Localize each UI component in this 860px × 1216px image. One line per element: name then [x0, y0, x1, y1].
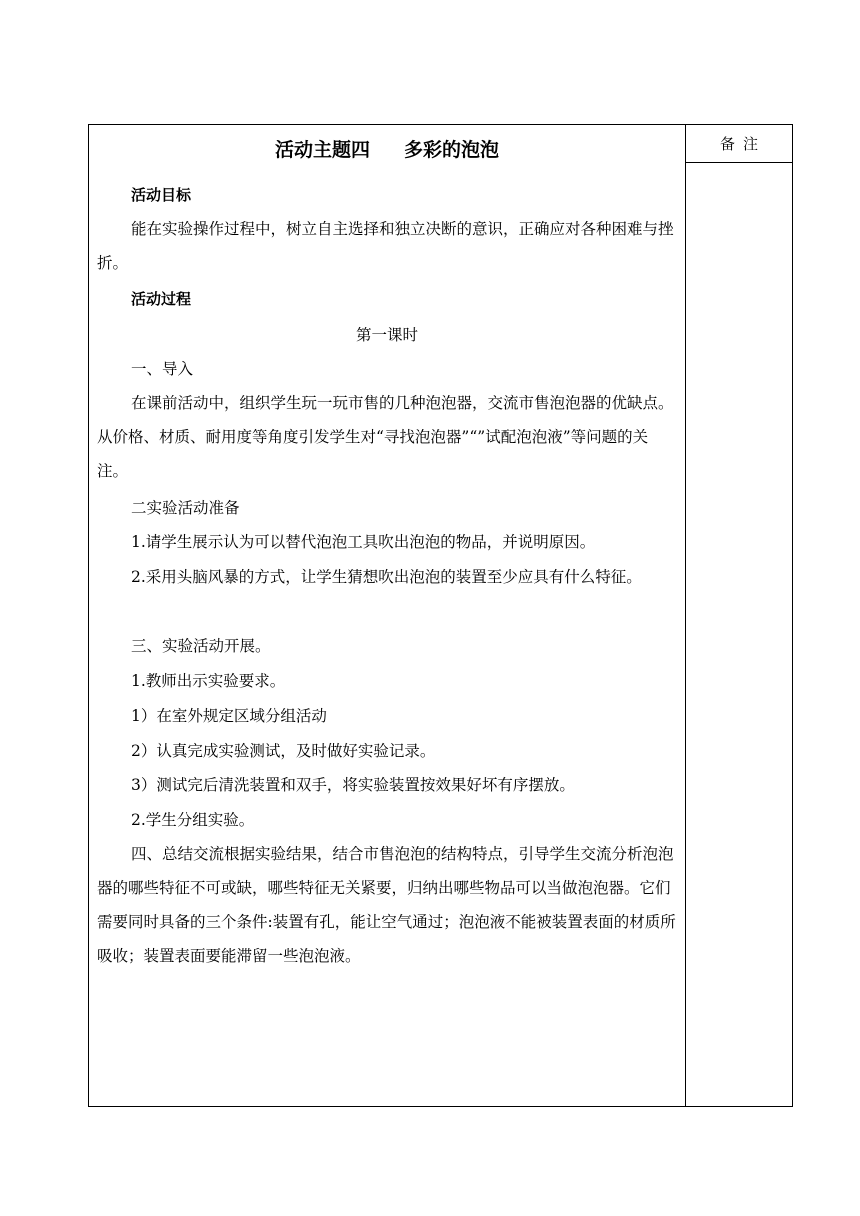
- column-divider: [685, 125, 686, 1106]
- title-part-2: 多彩的泡泡: [404, 139, 500, 161]
- remarks-header: 备注: [686, 125, 792, 163]
- lesson-table: [88, 124, 793, 1107]
- section-2-item-1: 1.请学生展示认为可以替代泡泡工具吹出泡泡的物品，并说明原因。: [131, 533, 596, 551]
- section-4-text: 四、总结交流根据实验结果，结合市售泡泡的结构特点，引导学生交流分析泡泡器的哪些特征不可或缺，哪些特征无关紧要，归纳出哪些物品可以当做泡泡器。它们需要同时具备的三个条件:装置有孔，能让空气通过；泡泡液不能被装置表面的材质所吸收；装置表面要能滞留一些泡泡液。: [97, 845, 676, 965]
- goal-text: 能在实验操作过程中，树立自主选择和独立决断的意识，正确应对各种困难与挫折。: [97, 220, 674, 272]
- section-3-item-2: 2.学生分组实验。: [131, 811, 255, 829]
- lesson-label: 第一课时: [355, 326, 418, 344]
- goal-heading: 活动目标: [131, 186, 192, 204]
- section-2-item-2: 2.采用头脑风暴的方式，让学生猜想吹出泡泡的装置至少应具有什么特征。: [131, 568, 642, 586]
- title-part-1: 活动主题四: [274, 139, 370, 161]
- section-3-sub-3: 3）测试完后清洗装置和双手，将实验装置按效果好坏有序摆放。: [131, 776, 575, 794]
- section-1-text: 在课前活动中，组织学生玩一玩市售的几种泡泡器，交流市售泡泡器的优缺点。从价格、材质、耐用度等角度引发学生对“寻找泡泡器”“”试配泡泡液”等问题的关注。: [97, 394, 674, 480]
- section-2-heading: 二实验活动准备: [131, 499, 240, 517]
- page-title: [89, 135, 685, 162]
- section-1-heading: 一、导入: [131, 360, 194, 378]
- section-3-sub-2: 2）认真完成实验测试，及时做好实验记录。: [131, 742, 436, 760]
- process-heading: 活动过程: [131, 290, 192, 308]
- section-3-sub-1: 1）在室外规定区域分组活动: [131, 707, 327, 725]
- section-3-item-1: 1.教师出示实验要求。: [131, 672, 286, 690]
- section-3-heading: 三、实验活动开展。: [131, 637, 271, 655]
